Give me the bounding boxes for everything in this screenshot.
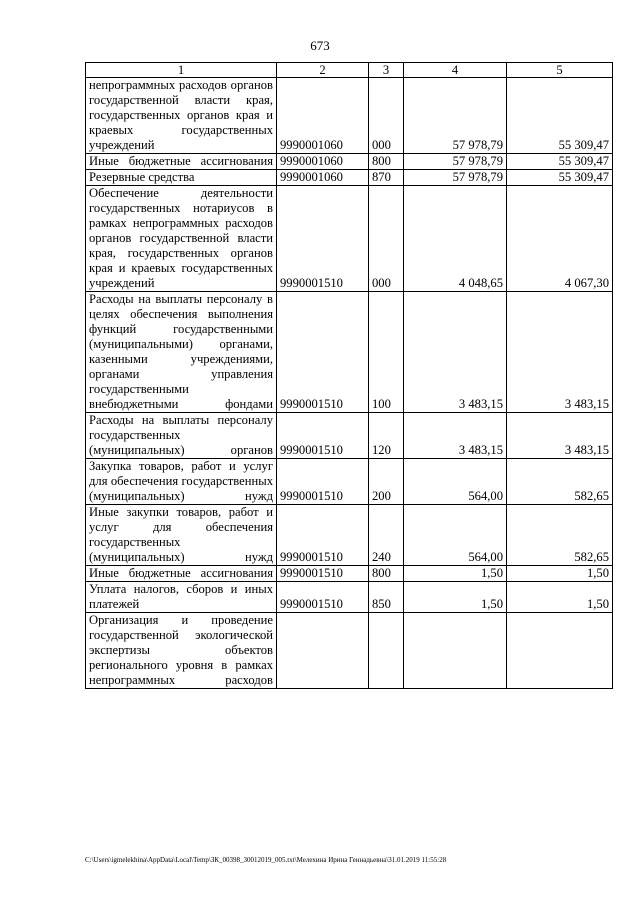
row-expense-type: 000	[369, 78, 404, 154]
row-expense-type	[369, 613, 404, 689]
row-value-2: 4 067,30	[507, 186, 613, 292]
page-number: 673	[310, 38, 330, 53]
row-value-2: 582,65	[507, 459, 613, 505]
table-row	[86, 154, 613, 170]
row-value-2: 3 483,15	[507, 292, 613, 413]
column-header: 1	[86, 63, 277, 78]
row-value-1: 4 048,65	[404, 186, 507, 292]
column-header: 3	[369, 63, 404, 78]
table-header-row	[86, 63, 613, 78]
row-description: Расходы на выплаты персоналу государственных (муниципальных) органов	[86, 413, 277, 459]
row-code	[277, 613, 369, 689]
row-code: 9990001510	[277, 566, 369, 582]
table-row	[86, 459, 613, 505]
row-expense-type: 120	[369, 413, 404, 459]
row-value-2: 55 309,47	[507, 170, 613, 186]
row-description: непрограммных расходов органов государственной власти края, государственных органов края и краевых государственных учреждений	[86, 78, 277, 154]
row-description: Иные бюджетные ассигнования	[86, 566, 277, 582]
table-row	[86, 582, 613, 613]
row-expense-type: 000	[369, 186, 404, 292]
table-row	[86, 186, 613, 292]
table-row	[86, 613, 613, 689]
row-description: Иные закупки товаров, работ и услуг для обеспечения государственных (муниципальных) нужд	[86, 505, 277, 566]
row-code: 9990001060	[277, 170, 369, 186]
row-value-1	[404, 613, 507, 689]
row-description: Иные бюджетные ассигнования	[86, 154, 277, 170]
row-value-2	[507, 613, 613, 689]
row-expense-type: 800	[369, 154, 404, 170]
row-value-1: 1,50	[404, 566, 507, 582]
row-expense-type: 850	[369, 582, 404, 613]
table-row	[86, 566, 613, 582]
row-value-2: 3 483,15	[507, 413, 613, 459]
row-expense-type: 870	[369, 170, 404, 186]
table-row	[86, 413, 613, 459]
row-code: 9990001510	[277, 413, 369, 459]
row-expense-type: 800	[369, 566, 404, 582]
row-code: 9990001510	[277, 186, 369, 292]
row-value-2: 55 309,47	[507, 78, 613, 154]
row-code: 9990001510	[277, 459, 369, 505]
row-value-1: 564,00	[404, 459, 507, 505]
row-code: 9990001060	[277, 78, 369, 154]
row-code: 9990001510	[277, 505, 369, 566]
row-value-1: 57 978,79	[404, 170, 507, 186]
row-description: Расходы на выплаты персоналу в целях обеспечения выполнения функций государственными (муниципальными) органами, казенными учреждениями, органами управления государственными внебюджетными фондами	[86, 292, 277, 413]
table-row	[86, 505, 613, 566]
budget-table	[85, 62, 613, 689]
row-expense-type: 200	[369, 459, 404, 505]
table-row	[86, 78, 613, 154]
row-description: Обеспечение деятельности государственных нотариусов в рамках непрограммных расходов органов государственной власти края, государственных органов края и краевых государственных учреждений	[86, 186, 277, 292]
table-row	[86, 292, 613, 413]
table-row	[86, 170, 613, 186]
row-expense-type: 240	[369, 505, 404, 566]
row-value-2: 1,50	[507, 582, 613, 613]
row-value-1: 3 483,15	[404, 413, 507, 459]
row-value-1: 57 978,79	[404, 154, 507, 170]
row-description: Уплата налогов, сборов и иных платежей	[86, 582, 277, 613]
row-code: 9990001510	[277, 582, 369, 613]
row-value-1: 564,00	[404, 505, 507, 566]
file-path-footer: C:\Users\igmelekhina\AppData\Local\Temp\ЗК_00398_30012019_005.txt\Мелехина Ирина Геннадьевна\31.01.2019 11:55:28	[85, 856, 447, 864]
column-header: 4	[404, 63, 507, 78]
row-expense-type: 100	[369, 292, 404, 413]
row-description: Организация и проведение государственной экологической экспертизы объектов регионального уровня в рамках непрограммных расходов	[86, 613, 277, 689]
row-value-1: 57 978,79	[404, 78, 507, 154]
row-value-2: 55 309,47	[507, 154, 613, 170]
row-value-2: 1,50	[507, 566, 613, 582]
column-header: 5	[507, 63, 613, 78]
row-code: 9990001060	[277, 154, 369, 170]
row-value-1: 1,50	[404, 582, 507, 613]
row-code: 9990001510	[277, 292, 369, 413]
row-value-2: 582,65	[507, 505, 613, 566]
row-value-1: 3 483,15	[404, 292, 507, 413]
column-header: 2	[277, 63, 369, 78]
row-description: Закупка товаров, работ и услуг для обеспечения государственных (муниципальных) нужд	[86, 459, 277, 505]
row-description: Резервные средства	[86, 170, 277, 186]
